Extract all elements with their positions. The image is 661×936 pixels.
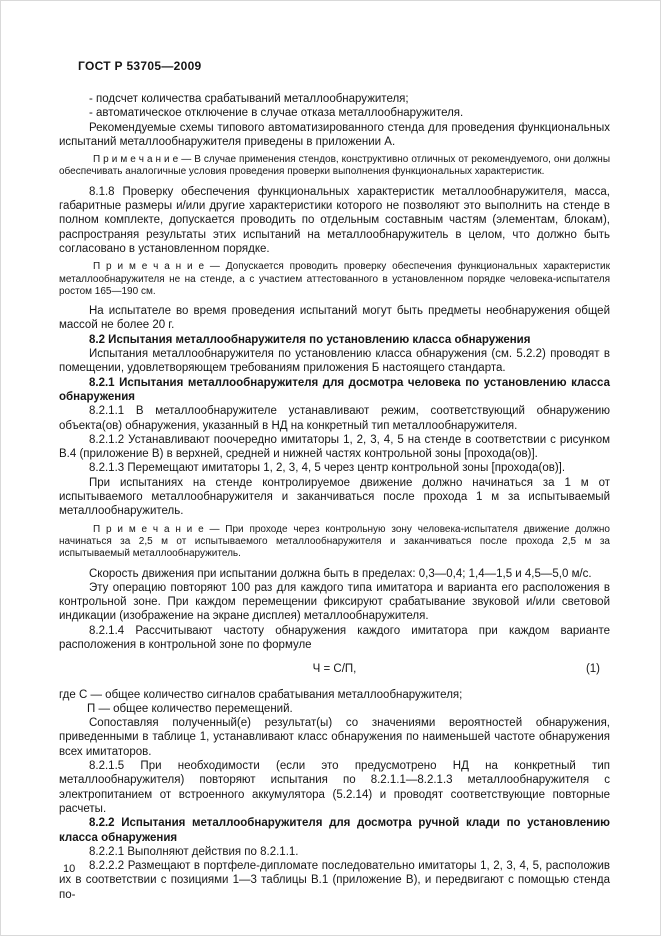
paragraph: Сопоставляя полученный(е) результат(ы) со значениями вероятностей обнаружения, приведенными в таблице 1, устанавливают класс обнаружения по наименьшей частоте обнаружения всех имитаторов. xyxy=(59,717,610,758)
paragraph: 8.2.2.2 Размещают в портфеле-дипломате последовательно имитаторы 1, 2, 3, 4, 5, расположив их в соответствии с позициями 1—3 таблицы В.1 (приложение В), и передвигают с помощью стенда по- xyxy=(59,860,610,901)
note: П р и м е ч а н и е — Допускается проводить проверку обеспечения функциональных характеристик металлообнаружителя не на стенде, а с участием аттестованного в установленном порядке человека-испытателя ростом 165—190 см. xyxy=(59,261,610,297)
paragraph: 8.2.1.1 В металлообнаружителе устанавливают режим, соответствующий обнаружению объекта(ов) обнаружения, указанный в НД на конкретный тип металлообнаружителя. xyxy=(59,405,610,432)
note: П р и м е ч а н и е — В случае применения стендов, конструктивно отличных от рекомендуемого, они должны обеспечивать аналогичные условия проведения проверки выполнения функциональных характеристик. xyxy=(59,154,610,178)
section-heading: 8.2.2 Испытания металлообнаружителя для досмотра ручной клади по установлению класса обнаружения xyxy=(59,817,610,844)
where-clause: П — общее количество перемещений. xyxy=(87,702,293,715)
list-item: - автоматическое отключение в случае отказа металлообнаружителя. xyxy=(89,107,464,120)
paragraph: Испытания металлообнаружителя по установлению класса обнаружения (см. 5.2.2) проводят в помещении, удовлетворяющем требованиям приложения Б настоящего стандарта. xyxy=(59,348,610,375)
paragraph: Скорость движения при испытании должна быть в пределах: 0,3—0,4; 1,4—1,5 и 4,5—5,0 м/с. xyxy=(89,567,592,580)
paragraph: 8.1.8 Проверку обеспечения функциональных характеристик металлообнаружителя, масса, габаритные размеры и/или другие характеристики которого не позволяют это выполнить на стенде в полном комплекте, допускается проводить по отдельным составным частям (элементам, блокам), распространяя результаты этих испытаний на металлообнаружитель в целом, что должно быть согласовано в установленном порядке. xyxy=(59,185,610,255)
where-clause: где С — общее количество сигналов срабатывания металлообнаружителя; xyxy=(59,688,463,701)
list-item: - подсчет количества срабатываний металлообнаружителя; xyxy=(89,93,409,105)
paragraph: 8.2.1.5 При необходимости (если это предусмотрено НД на конкретный тип металлообнаружителя) повторяют испытания по 8.2.1.1—8.2.1.3 металлообнаружителя с электропитанием от встроенного аккумулятора (5.2.14) и проводят соответствующие повторные расчеты. xyxy=(59,760,610,815)
formula-line xyxy=(59,662,610,676)
paragraph: 8.2.1.3 Перемещают имитаторы 1, 2, 3, 4, 5 через центр контрольной зоны [прохода(ов)]. xyxy=(89,462,566,475)
paragraph: На испытателе во время проведения испытаний могут быть предметы необнаружения общей массой не более 20 г. xyxy=(59,305,610,332)
paragraph: Рекомендуемые схемы типового автоматизированного стенда для проведения функциональных испытаний металлообнаружителя приведены в приложении А. xyxy=(59,121,610,148)
formula-number: (1) xyxy=(585,663,600,676)
document-body xyxy=(59,92,610,902)
paragraph: 8.2.1.2 Устанавливают поочередно имитаторы 1, 2, 3, 4, 5 на стенде в соответствии с рисунком В.4 (приложение В) в верхней, средней и нижней частях контрольной зоны [прохода(ов)]. xyxy=(59,433,610,461)
paragraph: Эту операцию повторяют 100 раз для каждого типа имитатора и варианта его расположения в контрольной зоне. При каждом перемещении фиксируют срабатывание звуковой и/или световой индикации (изображение на экране дисплея) металлообнаружителя. xyxy=(59,581,610,623)
document-header: ГОСТ Р 53705—2009 xyxy=(78,59,202,73)
section-heading: 8.2 Испытания металлообнаружителя по установлению класса обнаружения xyxy=(89,333,531,346)
formula-expression: Ч = С/П, xyxy=(312,663,357,676)
section-heading: 8.2.1 Испытания металлообнаружителя для досмотра человека по установлению класса обнаружения xyxy=(59,376,610,403)
paragraph: При испытаниях на стенде контролируемое движение должно начинаться за 1 м от испытываемого металлообнаружителя и заканчиваться после прохода 1 м за испытываемый металлообнаружитель. xyxy=(59,476,610,518)
page-number: 10 xyxy=(63,863,76,875)
paragraph: 8.2.2.1 Выполняют действия по 8.2.1.1. xyxy=(89,845,299,858)
paragraph: 8.2.1.4 Рассчитывают частоту обнаружения каждого имитатора при каждом варианте расположения в контрольной зоне по формуле xyxy=(59,624,610,651)
note: П р и м е ч а н и е — При проходе через контрольную зону человека-испытателя движение должно начинаться за 2,5 м от испытываемого металлообнаружителя и заканчиваться после прохода 2,5 м за испытываемый металлообнаружитель. xyxy=(59,523,610,560)
